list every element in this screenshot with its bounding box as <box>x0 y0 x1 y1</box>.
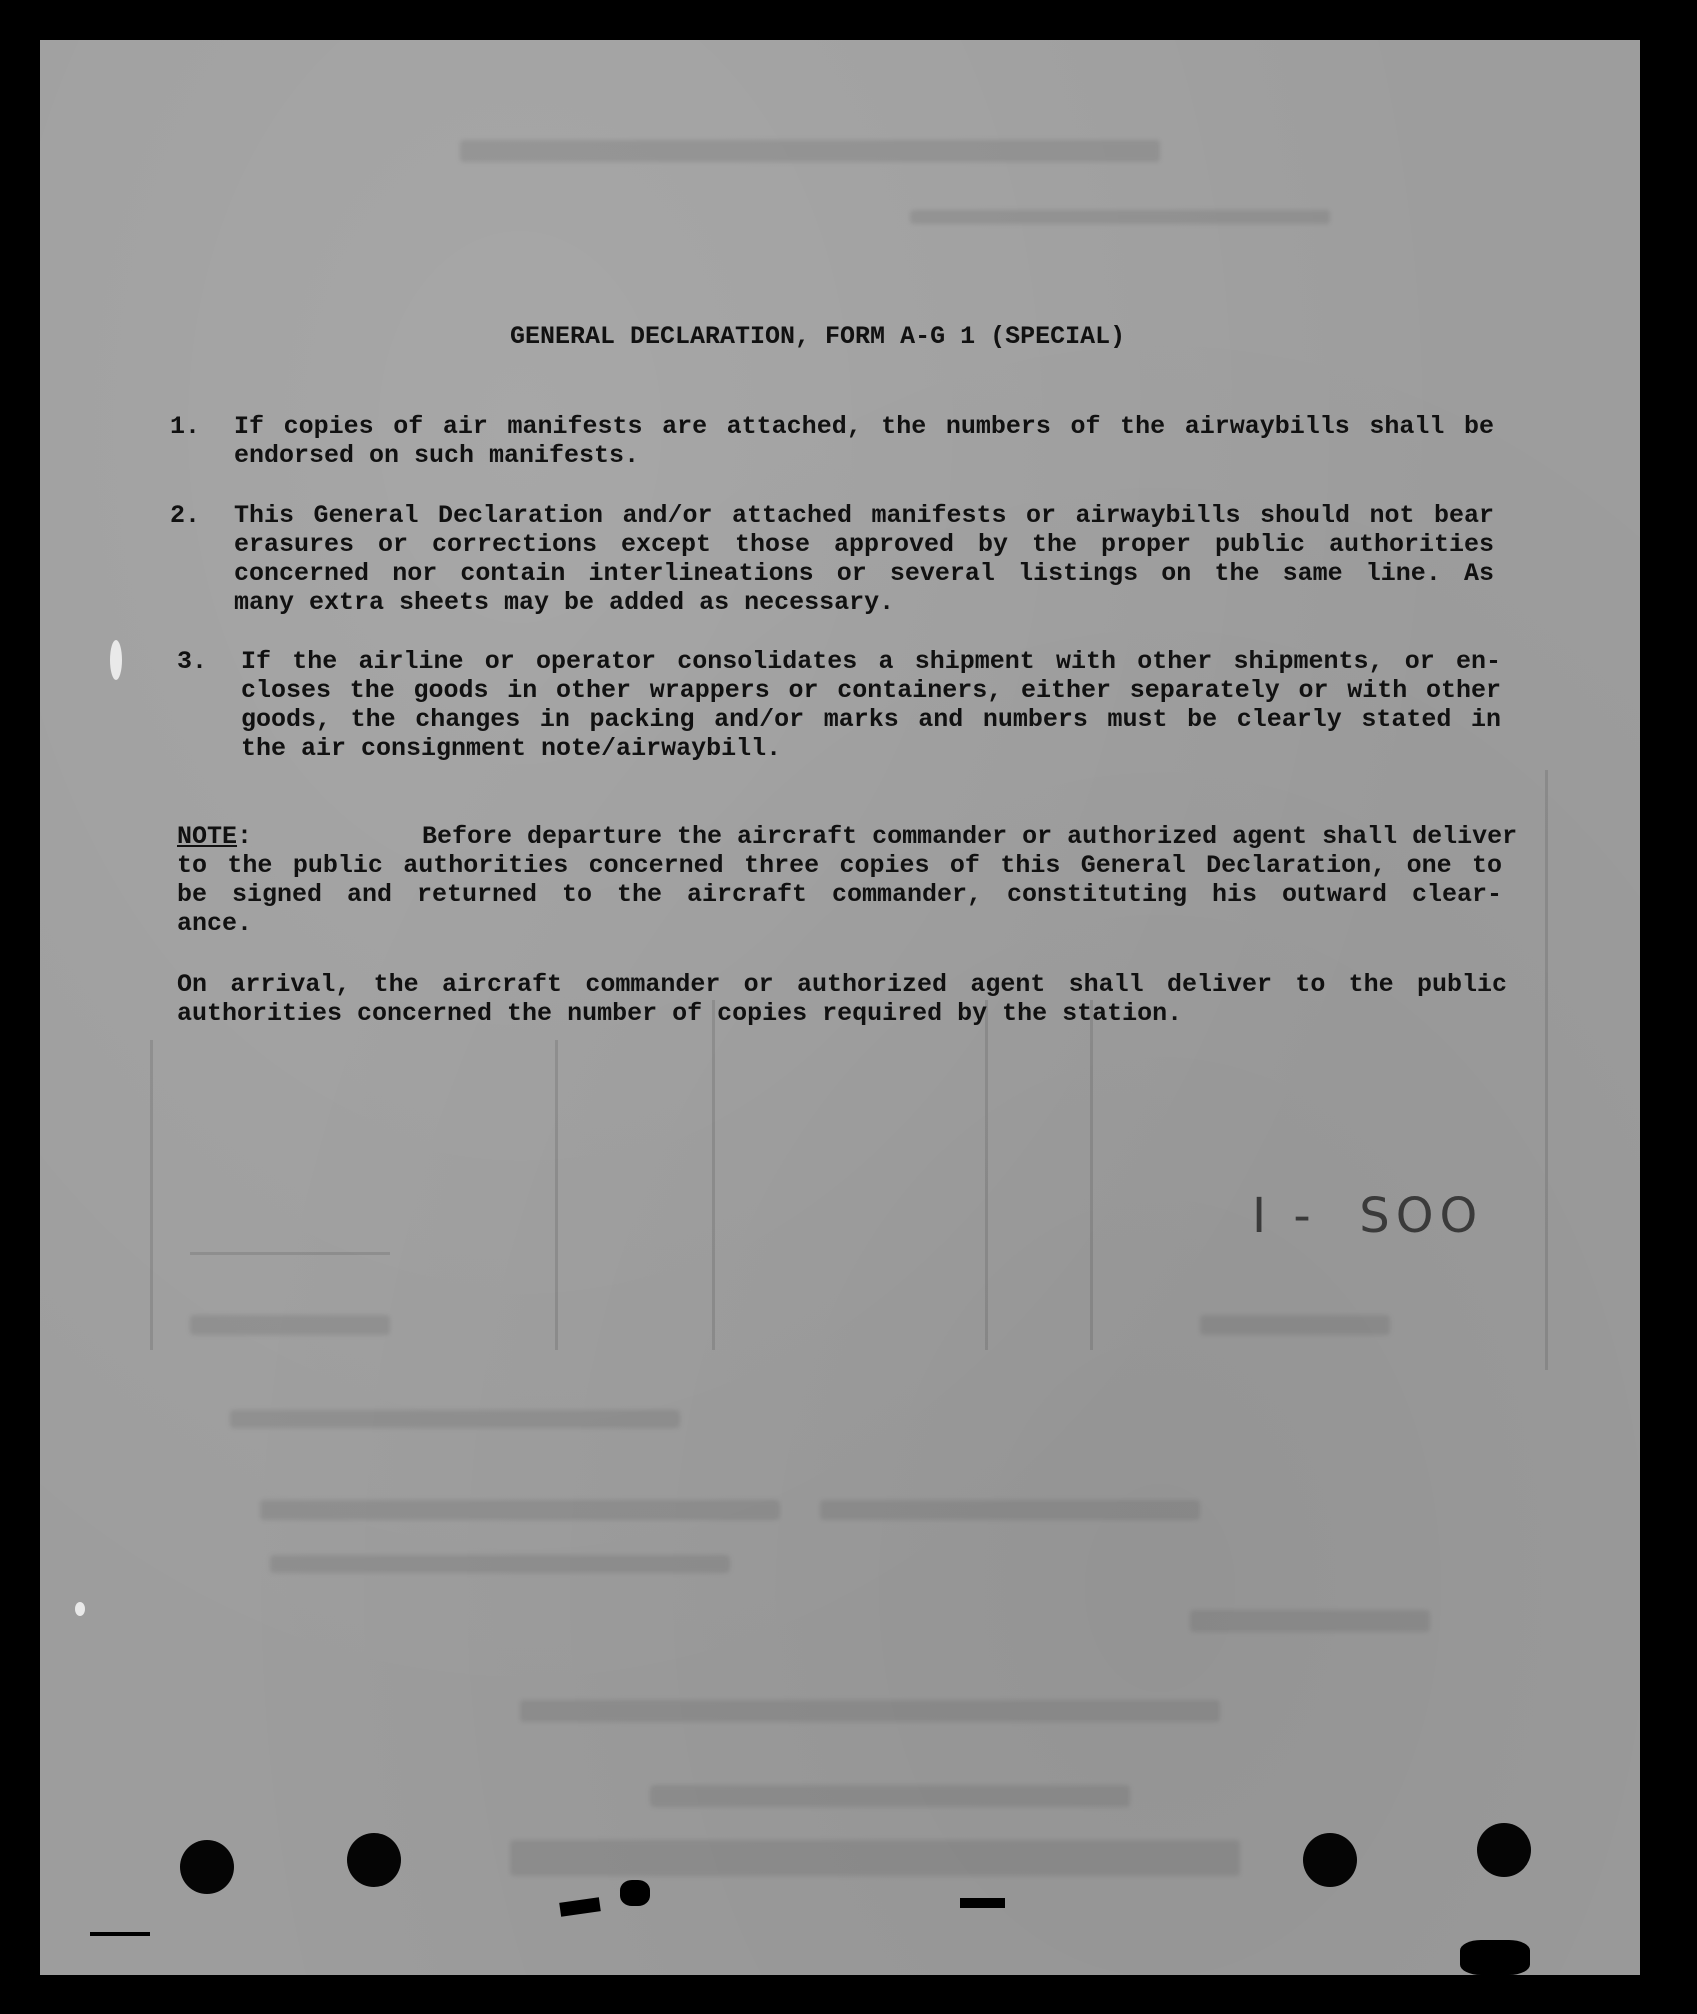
paper-tear <box>1460 1940 1530 1975</box>
ghost-rule <box>190 1252 390 1255</box>
item-text <box>234 412 1494 470</box>
ghost-text <box>910 210 1330 224</box>
ghost-text <box>820 1500 1200 1520</box>
punch-hole <box>347 1833 401 1887</box>
note-first-line <box>177 822 1518 851</box>
paper-smudge <box>110 640 122 680</box>
ghost-rule <box>150 1040 153 1350</box>
item-line: This General Declaration and/or attached manifests or airwaybills should not bear <box>234 501 1494 530</box>
punch-hole <box>180 1840 234 1894</box>
item-line: goods, the changes in packing and/or marks and numbers must be clearly stated in <box>241 705 1501 734</box>
item-text <box>241 647 1501 763</box>
paper-tear <box>620 1880 650 1906</box>
ghost-text <box>1200 1315 1390 1335</box>
ghost-rule <box>712 1000 715 1350</box>
ghost-text <box>260 1500 780 1520</box>
note-colon: : <box>237 822 253 851</box>
paper-smudge <box>75 1602 85 1616</box>
ghost-text <box>460 140 1160 162</box>
arrival-line: On arrival, the aircraft commander or authorized agent shall deliver to the public <box>177 970 1507 999</box>
item-line: If the airline or operator consolidates a shipment with other shipments, or en- <box>241 647 1501 676</box>
item-line: many extra sheets may be added as necessary. <box>234 588 895 617</box>
paper-tear <box>960 1898 1005 1908</box>
item-text <box>234 501 1494 617</box>
item-line: If copies of air manifests are attached, the numbers of the airwaybills shall be <box>234 412 1494 441</box>
ghost-text <box>1190 1610 1430 1632</box>
form-title: GENERAL DECLARATION, FORM A-G 1 (SPECIAL) <box>510 322 1126 351</box>
ghost-rule <box>555 1040 558 1350</box>
note-line: be signed and returned to the aircraft commander, constituting his outward clear- <box>177 880 1502 909</box>
paper-tear <box>90 1932 150 1936</box>
note-label: NOTE <box>177 822 238 851</box>
note-paragraph <box>177 822 1518 938</box>
item-line: endorsed on such manifests. <box>234 441 640 470</box>
ghost-text <box>230 1410 680 1428</box>
handwritten-mark: I - SOO <box>1252 1188 1484 1244</box>
document-page <box>40 40 1640 1975</box>
note-line: to the public authorities concerned three copies of this General Declaration, one to <box>177 851 1502 880</box>
ghost-rule <box>1545 770 1548 1370</box>
note-line: ance. <box>177 909 253 938</box>
item-number: 2. <box>170 501 201 530</box>
ghost-text <box>520 1700 1220 1722</box>
ghost-text <box>510 1840 1240 1876</box>
item-line: closes the goods in other wrappers or containers, either separately or with other <box>241 676 1501 705</box>
arrival-paragraph <box>177 970 1507 1028</box>
ghost-text <box>190 1315 390 1335</box>
item-number: 3. <box>177 647 208 676</box>
punch-hole <box>1303 1833 1357 1887</box>
ghost-text <box>650 1785 1130 1807</box>
note-heading <box>177 822 252 851</box>
arrival-line: authorities concerned the number of copies required by the station. <box>177 999 1183 1028</box>
ghost-rule <box>985 1000 988 1350</box>
item-line: erasures or corrections except those approved by the proper public authorities <box>234 530 1494 559</box>
ghost-rule <box>1090 1000 1093 1350</box>
punch-hole <box>1477 1823 1531 1877</box>
note-line: Before departure the aircraft commander or authorized agent shall deliver <box>422 822 1518 851</box>
item-line: concerned nor contain interlineations or several listings on the same line. As <box>234 559 1494 588</box>
item-number: 1. <box>170 412 201 441</box>
item-line: the air consignment note/airwaybill. <box>241 734 782 763</box>
ghost-text <box>270 1555 730 1573</box>
